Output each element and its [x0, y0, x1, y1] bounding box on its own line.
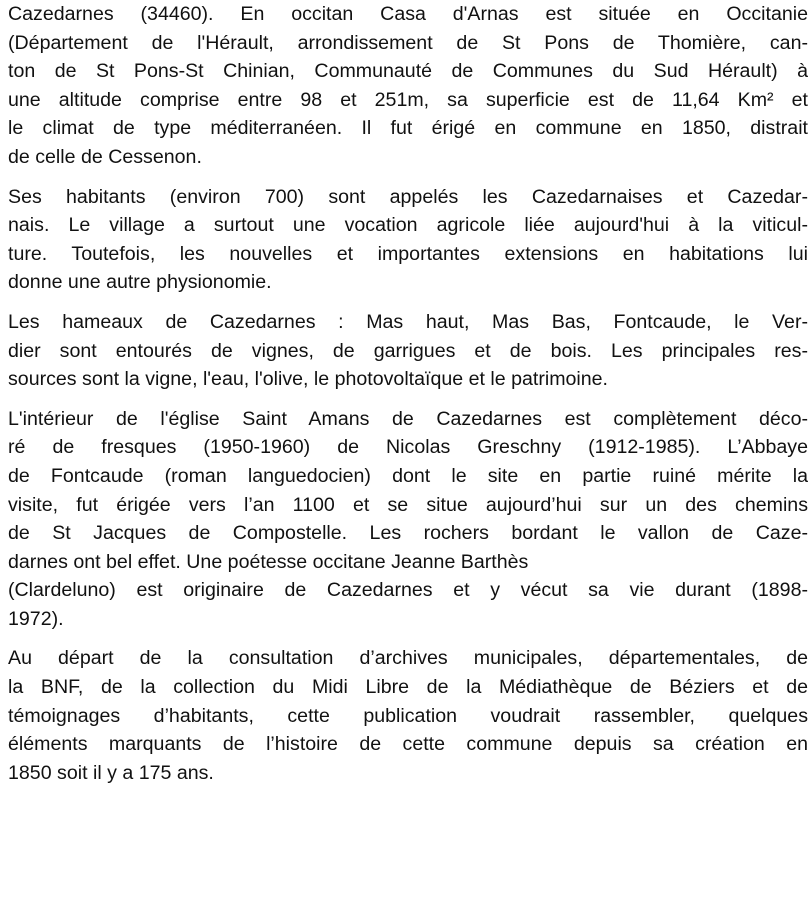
- text-line: Les hameaux de Cazedarnes : Mas haut, Mas Bas, Fontcaude, le Ver-: [8, 310, 808, 333]
- text-line: visite, fut érigée vers l’an 1100 et se situe aujourd’hui sur un des chemins: [8, 493, 808, 516]
- text-line: éléments marquants de l’histoire de cette commune depuis sa création en: [8, 733, 808, 756]
- text-line: de celle de Cessenon.: [8, 145, 202, 168]
- paragraph-hameaux: [8, 308, 808, 394]
- text-line: (Département de l'Hérault, arrondissement de St Pons de Thomière, can-: [8, 31, 808, 54]
- text-line: Au départ de la consultation d’archives municipales, départementales, de: [8, 647, 808, 670]
- text-line: témoignages d’habitants, cette publication voudrait rassembler, quelques: [8, 704, 808, 727]
- text-line: L'intérieur de l'église Saint Amans de Cazedarnes est complètement déco-: [8, 407, 808, 430]
- paragraph-introduction: [8, 0, 808, 172]
- text-line: de Fontcaude (roman languedocien) dont le site en partie ruiné mérite la: [8, 464, 808, 487]
- text-line: le climat de type méditerranéen. Il fut érigé en commune en 1850, distrait: [8, 117, 808, 140]
- paragraph-sources: [8, 644, 808, 787]
- text-line: nais. Le village a surtout une vocation agricole liée aujourd'hui à la viticul-: [8, 214, 808, 237]
- text-line: Ses habitants (environ 700) sont appelés les Cazedarnaises et Cazedar-: [8, 185, 808, 208]
- text-line: ture. Toutefois, les nouvelles et importantes extensions en habitations lui: [8, 242, 808, 265]
- text-line: (Clardeluno) est originaire de Cazedarnes et y vécut sa vie durant (1898-: [8, 579, 808, 602]
- text-line: ré de fresques (1950-1960) de Nicolas Greschny (1912-1985). L’Abbaye: [8, 436, 808, 459]
- document-page: [8, 0, 808, 798]
- text-line: la BNF, de la collection du Midi Libre de la Médiathèque de Béziers et de: [8, 676, 808, 699]
- text-line: sources sont la vigne, l'eau, l'olive, le photovoltaïque et le patrimoine.: [8, 368, 609, 391]
- text-line: 1972).: [8, 607, 64, 630]
- text-line: Cazedarnes (34460). En occitan Casa d'Arnas est située en Occitanie: [8, 3, 808, 25]
- paragraph-habitants: [8, 183, 808, 297]
- text-line: ton de St Pons-St Chinian, Communauté de Communes du Sud Hérault) à: [8, 60, 808, 83]
- text-line: donne une autre physionomie.: [8, 271, 272, 294]
- text-line: dier sont entourés de vignes, de garrigues et de bois. Les principales res-: [8, 339, 808, 362]
- paragraph-eglise-abbaye: [8, 405, 808, 634]
- text-line: 1850 soit il y a 175 ans.: [8, 761, 214, 784]
- text-line: de St Jacques de Compostelle. Les rochers bordant le vallon de Caze-: [8, 522, 808, 545]
- text-line: une altitude comprise entre 98 et 251m, sa superficie est de 11,64 Km² et: [8, 88, 808, 111]
- text-line: darnes ont bel effet. Une poétesse occitane Jeanne Barthès: [8, 550, 529, 573]
